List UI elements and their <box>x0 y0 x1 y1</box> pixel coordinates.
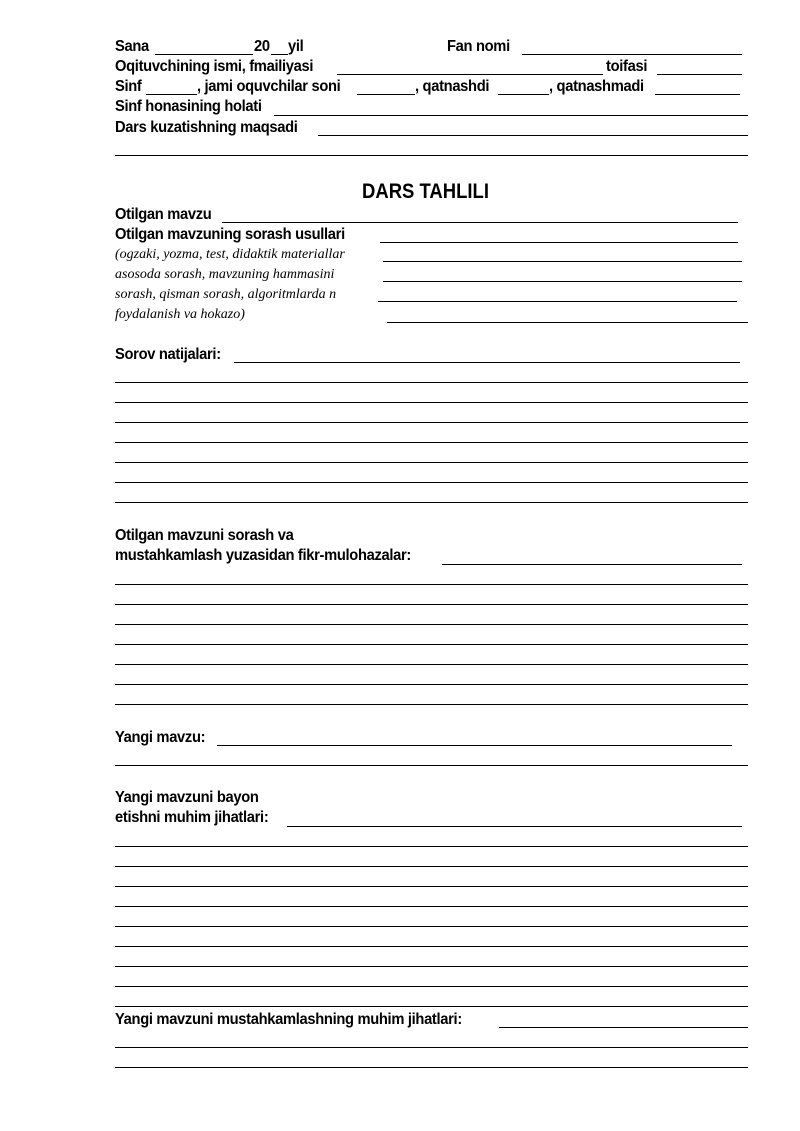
jami-blank[interactable] <box>357 94 415 95</box>
page-title: DARS TAHLILI <box>362 180 489 203</box>
writing-line[interactable] <box>115 866 748 867</box>
mustahkamlash-label: Yangi mavzuni mustahkamlashning muhim jihatlari: <box>115 1011 462 1028</box>
writing-line[interactable] <box>115 986 748 987</box>
writing-line[interactable] <box>115 704 748 705</box>
writing-line[interactable] <box>115 946 748 947</box>
hint-line-2: asosoda sorash, mavzuning hammasini <box>115 267 335 282</box>
yangi-mavzu-label: Yangi mavzu: <box>115 729 206 746</box>
sinf-holati-label: Sinf honasining holati <box>115 98 262 115</box>
writing-line[interactable] <box>115 422 748 423</box>
qatnashdi-blank[interactable] <box>498 94 549 95</box>
toifasi-blank[interactable] <box>657 74 742 75</box>
year-prefix: 20 <box>254 38 270 55</box>
year-label: yil <box>288 38 304 55</box>
writing-line[interactable] <box>115 664 748 665</box>
maqsad-blank[interactable] <box>318 135 748 136</box>
writing-line[interactable] <box>115 846 748 847</box>
writing-line[interactable] <box>115 684 748 685</box>
jami-label: , jami oquvchilar soni <box>197 78 341 95</box>
fan-nomi-label: Fan nomi <box>447 38 510 55</box>
qatnashmadi-blank[interactable] <box>655 94 740 95</box>
writing-line[interactable] <box>115 482 748 483</box>
hint-line-1: (ogzaki, yozma, test, didaktik materiallar <box>115 247 345 262</box>
fikr-label-line-2: mustahkamlash yuzasidan fikr-mulohazalar: <box>115 547 412 564</box>
sorash-usullari-label: Otilgan mavzuning sorash usullari <box>115 226 345 243</box>
writing-line[interactable] <box>115 604 748 605</box>
sinf-label: Sinf <box>115 78 142 95</box>
writing-line[interactable] <box>115 1047 748 1048</box>
bayon-label-line-1: Yangi mavzuni bayon <box>115 789 259 806</box>
teacher-name-blank[interactable] <box>337 74 603 75</box>
writing-line[interactable] <box>115 584 748 585</box>
hint-blank-1[interactable] <box>383 261 742 262</box>
writing-line[interactable] <box>115 926 748 927</box>
writing-line[interactable] <box>115 382 748 383</box>
writing-line[interactable] <box>115 765 748 766</box>
writing-line[interactable] <box>115 502 748 503</box>
yangi-mavzu-blank[interactable] <box>217 745 732 746</box>
sorov-natijalari-label: Sorov natijalari: <box>115 346 221 363</box>
bayon-label-line-2: etishni muhim jihatlari: <box>115 809 269 826</box>
writing-line[interactable] <box>115 462 748 463</box>
writing-line[interactable] <box>115 1067 748 1068</box>
hint-blank-3[interactable] <box>378 301 737 302</box>
sorov-natijalari-blank[interactable] <box>234 362 740 363</box>
toifasi-label: toifasi <box>606 58 648 75</box>
writing-line[interactable] <box>115 966 748 967</box>
sinf-holati-blank[interactable] <box>274 115 748 116</box>
teacher-name-label: Oqituvchining ismi, fmailiyasi <box>115 58 314 75</box>
year-blank[interactable] <box>271 54 288 55</box>
sinf-blank[interactable] <box>146 94 197 95</box>
sorash-usullari-blank[interactable] <box>380 242 738 243</box>
sana-label: Sana <box>115 38 149 55</box>
hint-line-3: sorash, qisman sorash, algoritmlarda n <box>115 287 337 302</box>
writing-line[interactable] <box>115 906 748 907</box>
writing-line[interactable] <box>115 442 748 443</box>
fikr-label-line-1: Otilgan mavzuni sorash va <box>115 527 294 544</box>
writing-line[interactable] <box>115 402 748 403</box>
qatnashmadi-label: , qatnashmadi <box>549 78 644 95</box>
writing-line[interactable] <box>115 644 748 645</box>
hint-blank-2[interactable] <box>383 281 742 282</box>
writing-line[interactable] <box>115 886 748 887</box>
otilgan-mavzu-blank[interactable] <box>222 222 738 223</box>
maqsad-blank-2[interactable] <box>115 155 748 156</box>
writing-line[interactable] <box>115 624 748 625</box>
writing-line[interactable] <box>115 1006 748 1007</box>
maqsad-label: Dars kuzatishning maqsadi <box>115 119 298 136</box>
hint-line-4: foydalanish va hokazo) <box>115 307 245 322</box>
sana-blank[interactable] <box>155 54 253 55</box>
qatnashdi-label: , qatnashdi <box>415 78 490 95</box>
hint-blank-4[interactable] <box>387 322 748 323</box>
fikr-blank[interactable] <box>442 564 742 565</box>
mustahkamlash-blank[interactable] <box>499 1027 748 1028</box>
bayon-blank[interactable] <box>287 826 742 827</box>
otilgan-mavzu-label: Otilgan mavzu <box>115 206 212 223</box>
fan-nomi-blank[interactable] <box>522 54 742 55</box>
